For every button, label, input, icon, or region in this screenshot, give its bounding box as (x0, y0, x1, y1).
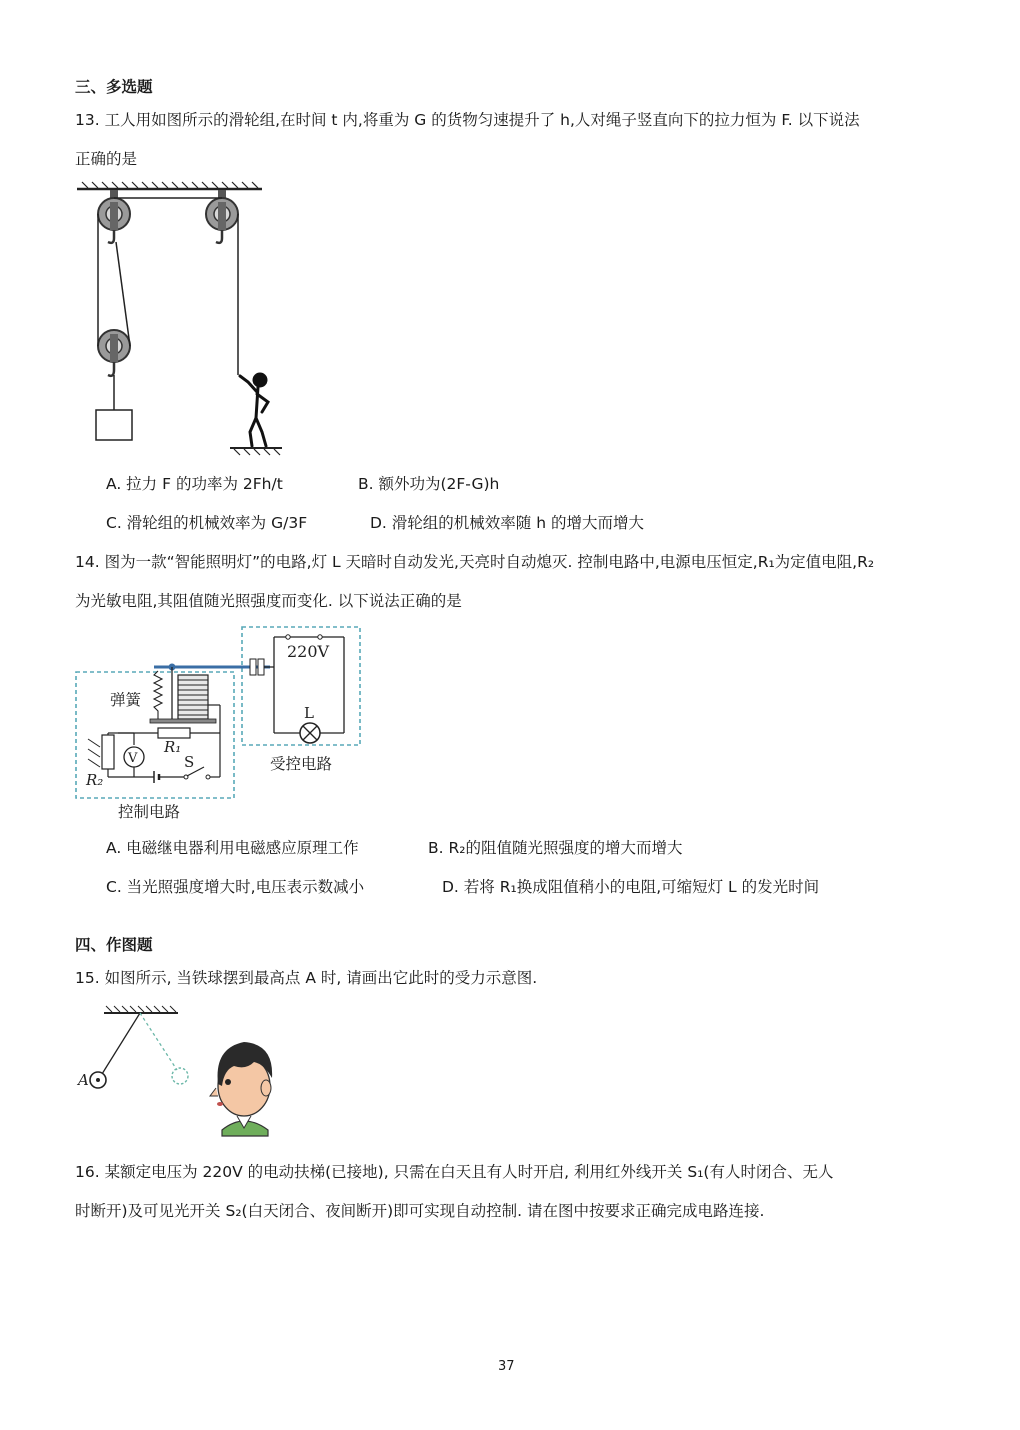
q14-option-c: C. 当光照强度增大时,电压表示数减小 (106, 878, 365, 896)
q15-stem: 15. 如图所示, 当铁球摆到最高点 A 时, 请画出它此时的受力示意图. (75, 969, 538, 987)
load-box (96, 410, 132, 440)
spring-label: 弹簧 (110, 691, 142, 709)
photoresistor-r2 (102, 735, 114, 769)
switch-label: S (184, 753, 195, 771)
q13-stem-line1: 13. 工人用如图所示的滑轮组,在时间 t 内,将重为 G 的货物匀速提升了 h,人对绳子竖直向下的拉力恒为 F. 以下说法 (75, 111, 860, 129)
q14-option-a: A. 电磁继电器利用电磁感应原理工作 (106, 839, 359, 857)
q13-option-c: C. 滑轮组的机械效率为 G/3F (106, 514, 308, 532)
point-a-label: A (78, 1071, 89, 1089)
ball-ghost-position (172, 1068, 188, 1084)
control-circuit-label: 控制电路 (118, 803, 181, 821)
voltmeter-label: V (128, 751, 138, 766)
q13-option-d: D. 滑轮组的机械效率随 h 的增大而增大 (370, 514, 644, 532)
relay-circuit-figure (74, 625, 364, 825)
boy-cartoon (210, 1042, 272, 1136)
controlled-circuit-label: 受控电路 (270, 755, 333, 773)
q13-stem-line2: 正确的是 (75, 150, 138, 168)
r2-label: R₂ (86, 771, 104, 789)
lamp-label: L (304, 704, 314, 722)
q14-stem-line1: 14. 图为一款“智能照明灯”的电路,灯 L 天暗时自动发光,天亮时自动熄灭. 控制电路中,电源电压恒定,R₁为定值电阻,R₂ (75, 553, 875, 571)
resistor-r1 (158, 728, 190, 738)
q14-stem-line2: 为光敏电阻,其阻值随光照强度而变化. 以下说法正确的是 (75, 592, 462, 610)
q14-option-d: D. 若将 R₁换成阻值稍小的电阻,可缩短灯 L 的发光时间 (442, 878, 820, 896)
voltage-label: 220V (287, 642, 330, 661)
q16-stem-line1: 16. 某额定电压为 220V 的电动扶梯(已接地), 只需在白天且有人时开启, 利用红外线开关 S₁(有人时闭合、无人 (75, 1163, 834, 1181)
section-heading-multiple-choice: 三、多选题 (75, 78, 153, 96)
section-heading-drawing: 四、作图题 (75, 936, 153, 954)
q13-option-a: A. 拉力 F 的功率为 2Fh/t (106, 475, 283, 493)
q13-option-b: B. 额外功为(2F-G)h (358, 475, 500, 493)
q16-stem-line2: 时断开)及可见光开关 S₂(白天闭合、夜间断开)即可实现自动控制. 请在图中按要求正确完成电路连接. (75, 1202, 765, 1220)
worker-figure (240, 374, 268, 446)
pulley-system-figure (72, 180, 272, 460)
pendulum-figure (74, 1004, 274, 1144)
r1-label: R₁ (164, 738, 182, 756)
page-number: 37 (498, 1359, 515, 1374)
q14-option-b: B. R₂的阻值随光照强度的增大而增大 (428, 839, 683, 857)
